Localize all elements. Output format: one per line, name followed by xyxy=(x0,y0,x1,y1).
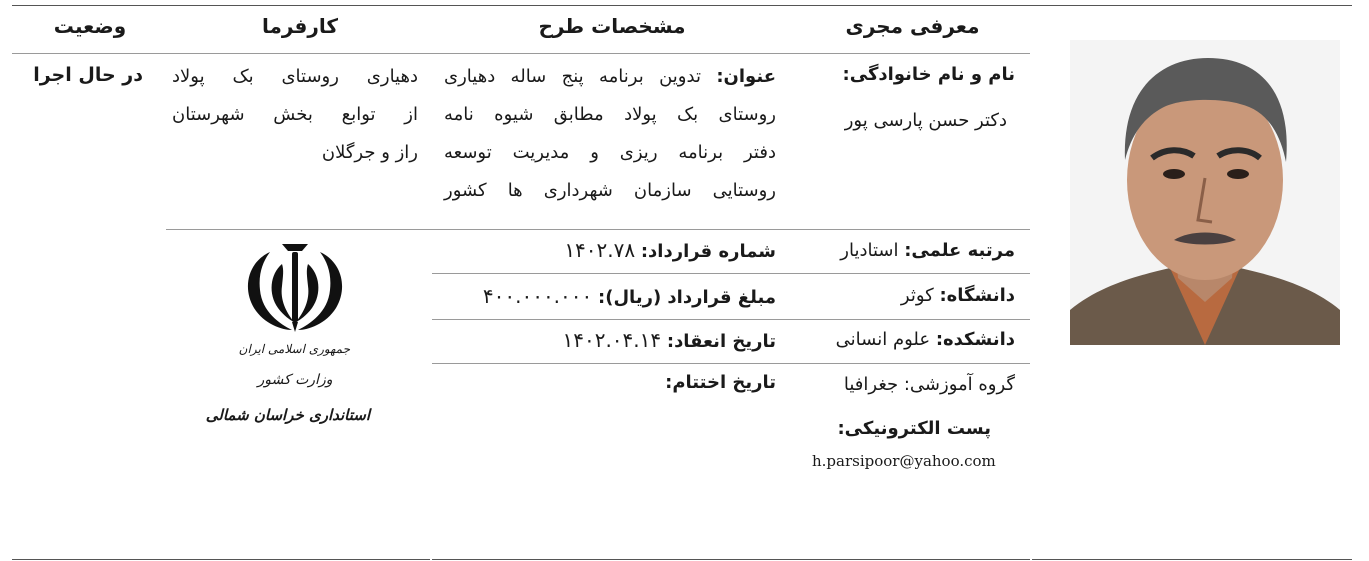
project-title xyxy=(444,58,776,210)
end-date-label: تاریخ اختتام: xyxy=(665,372,776,393)
project-title-line: روستایی سازمان شهرداری ها کشور xyxy=(444,180,776,201)
contract-date xyxy=(562,328,776,352)
contract-date-value: ۱۴۰۲.۰۴.۱۴ xyxy=(562,328,662,352)
executor-rank-value: استادیار xyxy=(840,240,899,261)
row-rule-4 xyxy=(432,363,1030,364)
status-value: در حال اجرا xyxy=(33,64,143,86)
row-rule-3 xyxy=(432,319,1030,320)
employer-line: دهیاری روستای بک پولاد xyxy=(172,66,418,87)
contract-number-label: شماره قرارداد: xyxy=(640,241,776,262)
row-rule-1 xyxy=(166,229,1030,230)
contract-number-value: ۱۴۰۲.۷۸ xyxy=(564,238,636,262)
executor-university-label: دانشگاه: xyxy=(939,285,1015,306)
executor-name-value: دکتر حسن پارسی پور xyxy=(844,110,1007,131)
employer-line: راز و جرگلان xyxy=(321,142,418,163)
header-project: مشخصات طرح xyxy=(538,14,686,38)
employer-line: از توابع بخش شهرستان xyxy=(172,104,418,125)
executor-university xyxy=(901,285,1015,306)
executor-rank xyxy=(840,240,1015,261)
contract-amount-label: مبلغ قرارداد (ریال): xyxy=(598,287,776,308)
row-rule-2 xyxy=(432,273,1030,274)
executor-faculty xyxy=(836,329,1015,350)
executor-faculty-value: علوم انسانی xyxy=(835,329,931,350)
project-title-label: عنوان: xyxy=(716,66,776,87)
contract-number xyxy=(564,238,776,262)
header-bottom-rule xyxy=(12,53,1030,54)
table-bottom-rule-left xyxy=(12,559,430,560)
project-title-text: تدوین برنامه پنج ساله دهیاری xyxy=(444,66,701,87)
project-title-line: روستای بک پولاد مطابق شیوه نامه xyxy=(444,104,776,125)
contract-amount xyxy=(483,284,776,308)
executor-department: گروه آموزشی: جغرافیا xyxy=(843,374,1015,395)
header-employer: کارفرما xyxy=(261,14,339,38)
table-bottom-rule-right xyxy=(1032,559,1352,560)
executor-name-label: نام و نام خانوادگی: xyxy=(842,64,1015,85)
project-title-line: دفتر برنامه ریزی و مدیریت توسعه xyxy=(444,142,776,163)
table-bottom-rule-mid xyxy=(432,559,1030,560)
table-top-rule xyxy=(12,5,1352,6)
employer-name xyxy=(172,58,418,172)
iran-emblem-icon xyxy=(240,238,350,334)
contract-amount-value: ۴۰۰.۰۰۰.۰۰۰ xyxy=(482,284,593,308)
executor-portrait-icon xyxy=(1070,40,1340,345)
contract-date-label: تاریخ انعقاد: xyxy=(666,331,776,352)
header-executor: معرفی مجری xyxy=(845,14,980,38)
emblem-line-country: جمهوری اسلامی ایران xyxy=(238,342,350,356)
emblem-line-ministry: وزارت کشور xyxy=(257,372,333,388)
emblem-line-province: استانداری خراسان شمالی xyxy=(205,406,370,424)
executor-rank-label: مرتبه علمی: xyxy=(904,240,1015,261)
header-status: وضعیت xyxy=(53,14,127,38)
executor-faculty-label: دانشکده: xyxy=(935,329,1015,350)
project-title-line xyxy=(444,58,776,96)
executor-email-value: h.parsipoor@yahoo.com xyxy=(812,452,996,470)
executor-email-label: پست الکترونیکی: xyxy=(837,418,991,439)
executor-university-value: کوثر xyxy=(900,285,934,306)
